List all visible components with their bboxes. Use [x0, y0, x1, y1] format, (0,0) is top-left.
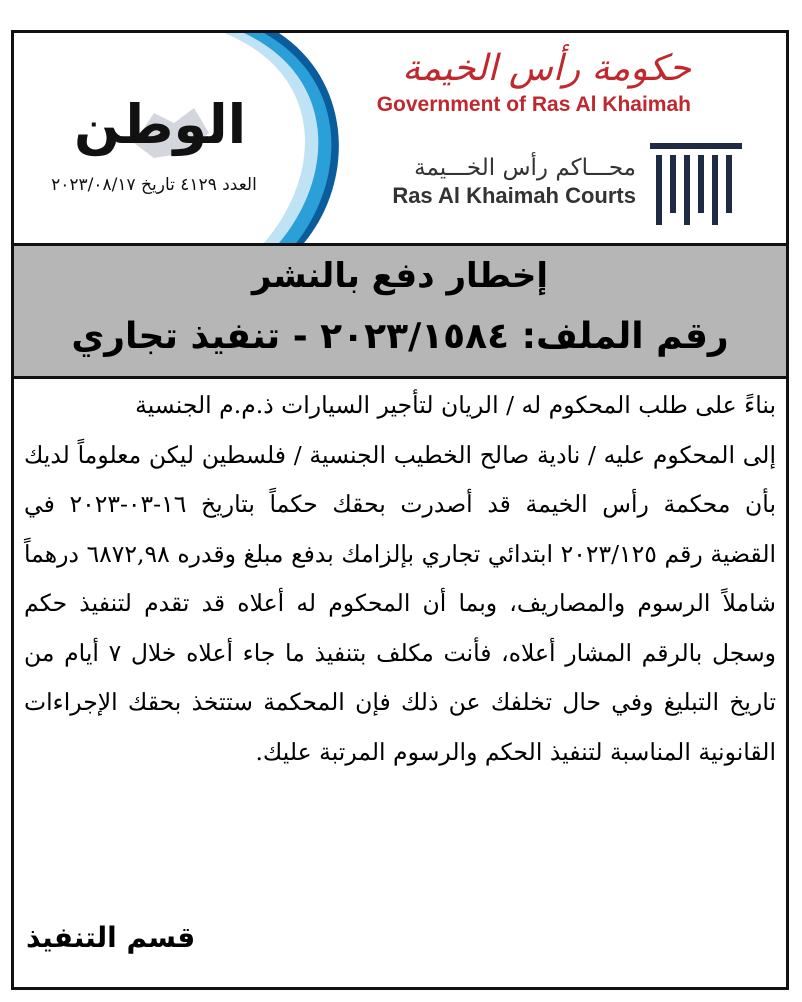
- judgment-paragraph: إلى المحكوم عليه / نادية صالح الخطيب الجنسية / فلسطين ليكن معلوماً لديك بأن محكمة رأس الخيمة قد أصدرت بحقك حكماً بتاريخ ١٦-٠٣-٢٠٢٣ في القضية رقم ٢٠٢٣/١٢٥ ابتدائي تجاري بإلزامك بدفع مبلغ وقدره ٦٨٧٢,٩٨ درهماً شاملاً الرسوم والمصاريف، وبما أن المحكوم له أعلاه قد تقدم لتنفيذ حكم وسجل بالرقم المشار أعلاه، فأنت مكلف بتنفيذ ما جاء أعلاه خلال ٧ أيام من تاريخ التبليغ وفي حال تخلفك عن ذلك فإن المحكمة ستتخذ بحقك الإجراءات القانونية المناسبة لتنفيذ الحكم والرسوم المرتبة عليك.: [24, 440, 777, 766]
- notice-title: إخطار دفع بالنشر: [251, 256, 549, 296]
- government-emblem: [331, 45, 691, 117]
- title-band: [14, 243, 786, 379]
- issue-number-date: العدد ٤١٢٩ تاريخ ٢٠٢٣/٠٨/١٧: [51, 175, 257, 195]
- department-signature: قسم التنفيذ: [26, 921, 196, 954]
- newspaper-logo: الوطن: [74, 93, 247, 156]
- courts-emblem: [356, 153, 636, 209]
- newspaper-masthead: [14, 33, 314, 243]
- notice-body: [24, 381, 776, 777]
- notice-frame: [11, 30, 789, 990]
- requester-paragraph: بناءً على طلب المحكوم له / الريان لتأجير السيارات ذ.م.م الجنسية: [135, 391, 776, 419]
- government-name-english: Government of Ras Al Khaimah: [376, 93, 691, 116]
- file-number: رقم الملف: ٢٠٢٣/١٥٨٤ - تنفيذ تجاري: [71, 316, 729, 357]
- courts-name-english: Ras Al Khaimah Courts: [392, 183, 636, 208]
- government-name-arabic: حكومة رأس الخيمة: [402, 48, 691, 89]
- notice-header: [14, 33, 786, 243]
- courts-name-arabic: محـــاكم رأس الخـــيمة: [414, 155, 636, 181]
- courts-pillars-logo-icon: [650, 143, 742, 229]
